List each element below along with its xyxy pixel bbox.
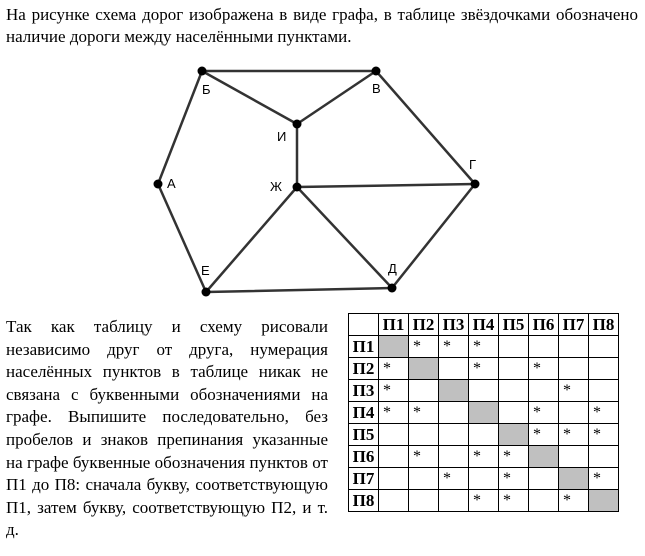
- diagonal-cell: [589, 490, 619, 512]
- row-header: П6: [349, 446, 379, 468]
- table-cell: *: [529, 424, 559, 446]
- table-cell: *: [379, 402, 409, 424]
- table-cell: [499, 336, 529, 358]
- table-cell: [439, 402, 469, 424]
- task-paragraph: Так как таблицу и схему рисовали независимо друг от друга, нумерация населённых пунктов в таблице никак не связана с буквенными обозначениями на графе. Выпишите последовательно, без пробелов и знаков препинания указанные на графе буквенные обозначения пунктов от П1 до П8: сначала букву, соответствующую П1, затем букву, соответствующую П2, и т. д.: [6, 317, 328, 540]
- edge-a-e: [158, 184, 206, 292]
- table-header-row: [349, 314, 619, 336]
- label-d: Д: [388, 261, 397, 276]
- edge-v-i: [297, 71, 376, 124]
- node-e: [202, 288, 211, 297]
- diagonal-cell: [469, 402, 499, 424]
- table-cell: *: [469, 446, 499, 468]
- table-cell: [409, 468, 439, 490]
- table-cell: [589, 358, 619, 380]
- table-cell: [559, 336, 589, 358]
- column-header: П6: [529, 314, 559, 336]
- column-header: П4: [469, 314, 499, 336]
- column-header: П1: [379, 314, 409, 336]
- table-cell: [469, 380, 499, 402]
- table-cell: [439, 358, 469, 380]
- table-cell: *: [589, 402, 619, 424]
- table-cell: *: [559, 424, 589, 446]
- table-cell: [499, 358, 529, 380]
- table-cell: [559, 358, 589, 380]
- table-cell: [379, 490, 409, 512]
- column-header: П3: [439, 314, 469, 336]
- node-i: [293, 120, 302, 129]
- table-row: [349, 380, 619, 402]
- table-cell: *: [409, 402, 439, 424]
- table-cell: *: [529, 358, 559, 380]
- table-cell: [499, 380, 529, 402]
- table-cell: *: [439, 336, 469, 358]
- table-cell: [529, 468, 559, 490]
- edge-zh-d: [297, 187, 392, 288]
- column-header: П7: [559, 314, 589, 336]
- label-zh: Ж: [270, 179, 283, 194]
- table-cell: [559, 446, 589, 468]
- table-cell: [469, 424, 499, 446]
- adjacency-table: [348, 313, 619, 512]
- table-cell: [589, 336, 619, 358]
- table-cell: [589, 446, 619, 468]
- table-cell: [529, 380, 559, 402]
- diagonal-cell: [529, 446, 559, 468]
- label-b: Б: [202, 82, 211, 97]
- diagonal-cell: [559, 468, 589, 490]
- label-v: В: [372, 81, 381, 96]
- table-cell: *: [499, 490, 529, 512]
- diagonal-cell: [439, 380, 469, 402]
- table-cell: *: [529, 402, 559, 424]
- table-cell: [529, 336, 559, 358]
- table-cell: *: [589, 468, 619, 490]
- table-cell: *: [559, 380, 589, 402]
- table-row: [349, 336, 619, 358]
- table-cell: [409, 490, 439, 512]
- edge-v-g: [376, 71, 475, 184]
- table-row: [349, 468, 619, 490]
- node-d: [388, 284, 397, 293]
- label-i: И: [277, 129, 287, 144]
- label-a: А: [167, 176, 176, 191]
- table-cell: [409, 424, 439, 446]
- table-corner-cell: [349, 314, 379, 336]
- table-cell: [379, 424, 409, 446]
- node-b: [198, 67, 207, 76]
- table-cell: *: [499, 468, 529, 490]
- diagonal-cell: [379, 336, 409, 358]
- table-cell: [559, 402, 589, 424]
- node-zh: [293, 183, 302, 192]
- diagonal-cell: [499, 424, 529, 446]
- row-header: П3: [349, 380, 379, 402]
- table-row: [349, 446, 619, 468]
- row-header: П8: [349, 490, 379, 512]
- table-cell: *: [379, 380, 409, 402]
- row-header: П7: [349, 468, 379, 490]
- row-header: П4: [349, 402, 379, 424]
- table-cell: [589, 380, 619, 402]
- table-cell: [529, 490, 559, 512]
- label-e: Е: [201, 263, 210, 278]
- table-cell: *: [469, 490, 499, 512]
- table-cell: [499, 402, 529, 424]
- table-cell: [409, 380, 439, 402]
- edge-b-a: [158, 71, 202, 184]
- node-v: [372, 67, 381, 76]
- table-cell: [439, 424, 469, 446]
- table-cell: [439, 446, 469, 468]
- node-g: [471, 180, 480, 189]
- table-cell: *: [379, 358, 409, 380]
- table-cell: *: [499, 446, 529, 468]
- edge-zh-g: [297, 184, 475, 187]
- table-row: [349, 424, 619, 446]
- table-cell: [469, 468, 499, 490]
- edge-e-d: [206, 288, 392, 292]
- intro-paragraph: На рисунке схема дорог изображена в виде графа, в таблице звёздочками обозначено наличие дороги между населёнными пунктами.: [6, 5, 638, 46]
- column-header: П5: [499, 314, 529, 336]
- table-cell: *: [409, 446, 439, 468]
- row-header: П2: [349, 358, 379, 380]
- column-header: П8: [589, 314, 619, 336]
- label-g: Г: [469, 157, 477, 172]
- table-cell: [379, 446, 409, 468]
- table-row: [349, 402, 619, 424]
- diagonal-cell: [409, 358, 439, 380]
- node-a: [154, 180, 163, 189]
- table-cell: *: [469, 358, 499, 380]
- table-cell: [439, 490, 469, 512]
- table-cell: *: [559, 490, 589, 512]
- table-cell: *: [439, 468, 469, 490]
- column-header: П2: [409, 314, 439, 336]
- table-cell: [379, 468, 409, 490]
- row-header: П5: [349, 424, 379, 446]
- edge-zh-e: [206, 187, 297, 292]
- table-row: [349, 490, 619, 512]
- edge-b-i: [202, 71, 297, 124]
- table-cell: *: [409, 336, 439, 358]
- edge-g-d: [392, 184, 475, 288]
- table-cell: *: [589, 424, 619, 446]
- row-header: П1: [349, 336, 379, 358]
- table-row: [349, 358, 619, 380]
- table-cell: *: [469, 336, 499, 358]
